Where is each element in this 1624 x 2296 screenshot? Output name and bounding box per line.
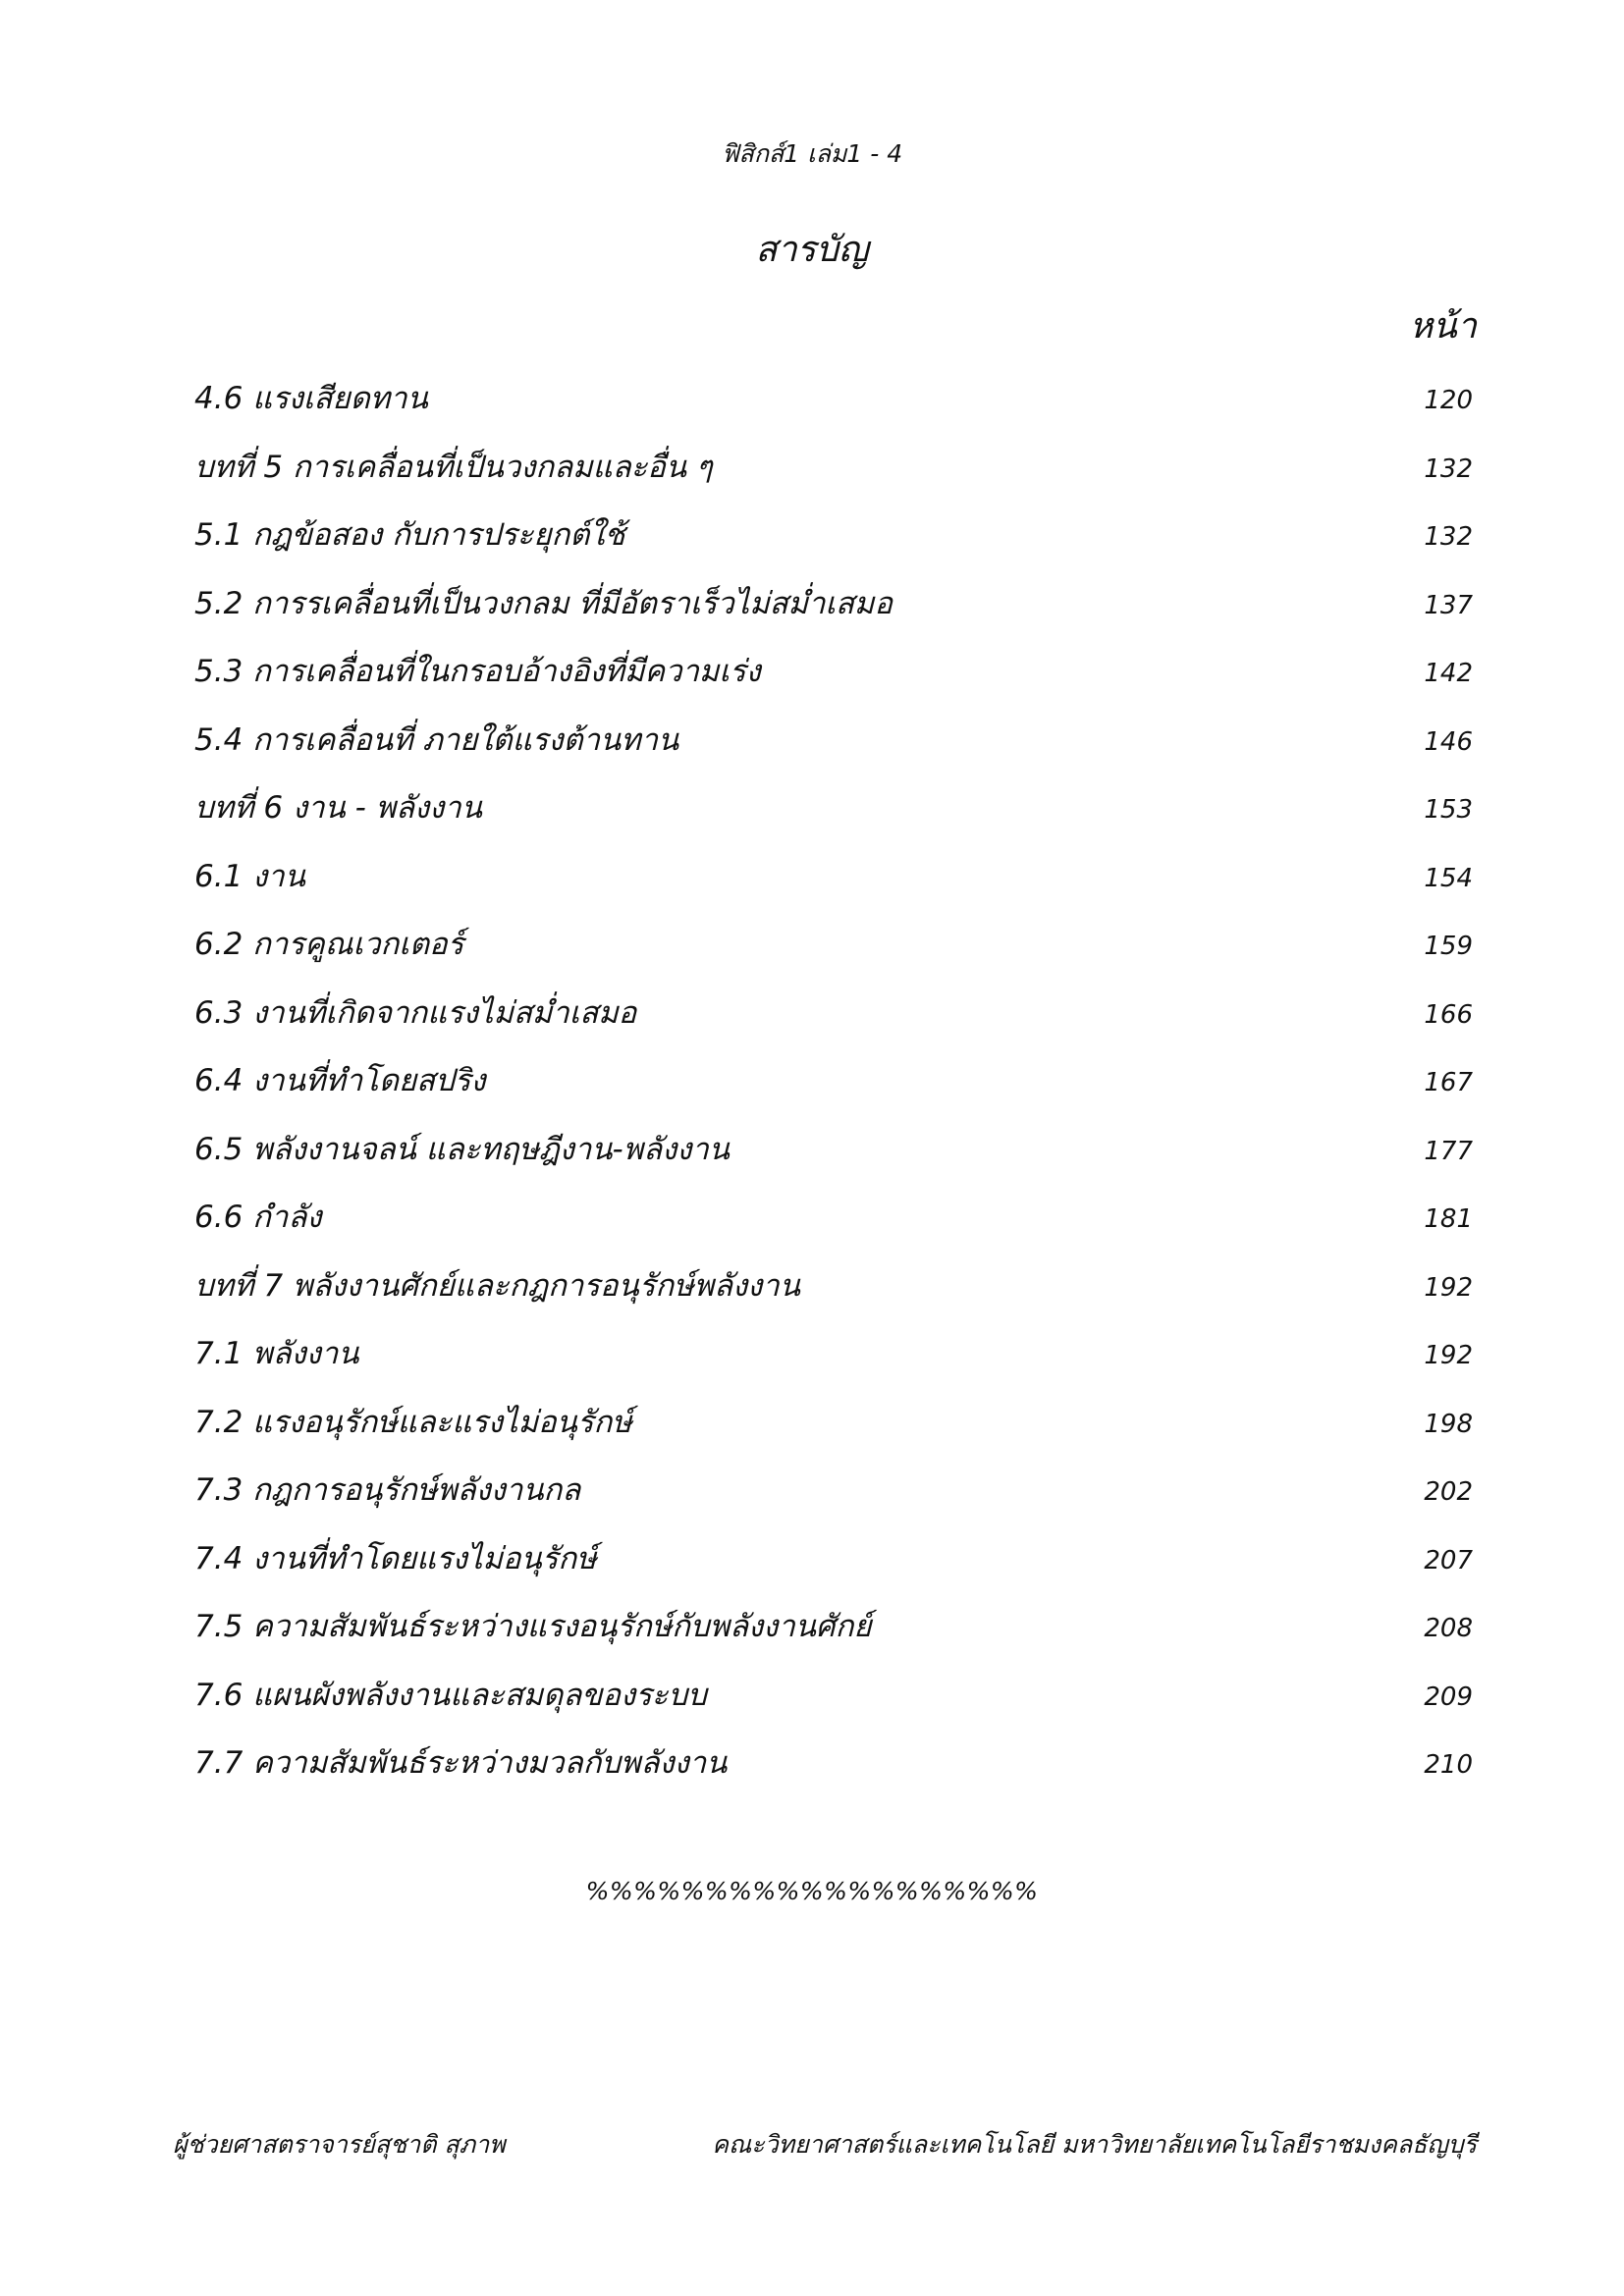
toc-entry <box>194 502 1473 570</box>
toc-entry <box>194 707 1473 775</box>
toc-entry <box>194 570 1473 639</box>
toc-entry-label: 6.2 การคูณเวกเตอร์ <box>194 927 464 962</box>
toc-entry-label: 7.4 งานที่ทำโดยแรงไม่อนุรักษ์ <box>194 1540 597 1576</box>
section-divider: %%%%%%%%%%%%%%%%%%% <box>585 1877 1039 1905</box>
toc-entry-page-number: 132 <box>1424 522 1473 552</box>
toc-entry-page-number: 159 <box>1424 932 1473 961</box>
toc-entry-page-number: 142 <box>1424 659 1473 688</box>
toc-entry-page-number: 192 <box>1424 1341 1473 1370</box>
toc-entry-label: 7.6 แผนผังพลังงานและสมดุลของระบบ <box>194 1677 707 1713</box>
toc-entry-page-number: 167 <box>1424 1068 1473 1097</box>
toc-entry-page-number: 146 <box>1424 726 1473 757</box>
toc-entry-page-number: 209 <box>1424 1682 1473 1712</box>
toc-entry-label: 5.4 การเคลื่อนที่ ภายใต้แรงต้านทาน <box>194 721 679 758</box>
toc-entry-page-number: 132 <box>1424 454 1473 484</box>
page-column-label: หน้า <box>1409 306 1477 347</box>
toc-entry-page-number: 153 <box>1424 795 1473 825</box>
toc-entry-page-number: 207 <box>1424 1545 1473 1575</box>
toc-entry <box>194 911 1473 980</box>
toc-entry <box>194 638 1473 707</box>
toc-entry-label: 7.5 ความสัมพันธ์ระหว่างแรงอนุรักษ์กับพลังงานศักย์ <box>194 1609 872 1644</box>
toc-entry-label: 6.3 งานที่เกิดจากแรงไม่สม่ำเสมอ <box>194 994 637 1031</box>
toc-entry-label: 6.6 กำลัง <box>194 1200 322 1235</box>
toc-entry-page-number: 210 <box>1424 1750 1473 1780</box>
toc-entry-label: 7.7 ความสัมพันธ์ระหว่างมวลกับพลังงาน <box>194 1745 728 1781</box>
toc-entry-label: 6.1 งาน <box>194 858 305 894</box>
toc-entry-page-number: 166 <box>1424 999 1473 1030</box>
toc-entry <box>194 1389 1473 1458</box>
toc-entry-label: 5.3 การเคลื่อนที่ในกรอบอ้างอิงที่มีความเร่ง <box>194 654 761 689</box>
toc-entry-label: บทที่ 6 งาน - พลังงาน <box>194 790 482 826</box>
toc-entry-label: 6.4 งานที่ทำโดยสปริง <box>194 1063 486 1098</box>
toc-entry <box>194 1047 1473 1116</box>
toc-entry-page-number: 192 <box>1424 1272 1473 1303</box>
toc-entry <box>194 1457 1473 1525</box>
toc-entry <box>194 774 1473 843</box>
toc-entry <box>194 1253 1473 1321</box>
toc-entry-label: 4.6 แรงเสียดทาน <box>194 381 428 416</box>
toc-entry-label: 7.3 กฎการอนุรักษ์พลังงานกล <box>194 1472 581 1508</box>
toc-entry-page-number: 137 <box>1424 590 1473 620</box>
toc-entry <box>194 365 1473 434</box>
toc-entry <box>194 1662 1473 1731</box>
table-of-contents <box>194 365 1473 1798</box>
toc-entry-page-number: 202 <box>1424 1477 1473 1507</box>
toc-entry <box>194 434 1473 503</box>
footer-institution: คณะวิทยาศาสตร์และเทคโนโลยี มหาวิทยาลัยเทคโนโลยีราชมงคลธัญบุรี <box>712 2130 1477 2159</box>
toc-entry-label: 5.2 การรเคลื่อนที่เป็นวงกลม ที่มีอัตราเร็วไม่สม่ำเสมอ <box>194 585 893 621</box>
toc-entry <box>194 843 1473 912</box>
toc-entry-page-number: 181 <box>1424 1204 1473 1234</box>
toc-entry <box>194 980 1473 1048</box>
toc-entry-page-number: 120 <box>1424 386 1473 415</box>
page-title: สารบัญ <box>755 230 869 270</box>
toc-entry-label: บทที่ 5 การเคลื่อนที่เป็นวงกลมและอื่น ๆ <box>194 449 713 485</box>
toc-entry <box>194 1116 1473 1185</box>
toc-entry <box>194 1525 1473 1594</box>
toc-entry <box>194 1320 1473 1389</box>
toc-entry-page-number: 154 <box>1424 863 1473 893</box>
running-head: ฟิสิกส์1 เล่ม1 - 4 <box>721 139 903 168</box>
toc-entry-page-number: 208 <box>1424 1614 1473 1643</box>
toc-entry-page-number: 177 <box>1424 1136 1473 1166</box>
toc-entry <box>194 1730 1473 1798</box>
toc-entry <box>194 1593 1473 1662</box>
toc-entry-label: 6.5 พลังงานจลน์ และทฤษฎีงาน-พลังงาน <box>194 1131 730 1167</box>
footer-author: ผู้ช่วยศาสตราจารย์สุชาติ สุภาพ <box>173 2130 506 2159</box>
toc-entry-page-number: 198 <box>1424 1409 1473 1439</box>
toc-entry-label: 7.1 พลังงาน <box>194 1336 359 1371</box>
toc-entry-label: บทที่ 7 พลังงานศักย์และกฎการอนุรักษ์พลังงาน <box>194 1267 800 1304</box>
toc-entry-label: 7.2 แรงอนุรักษ์และแรงไม่อนุรักษ์ <box>194 1404 632 1440</box>
toc-entry-label: 5.1 กฎข้อสอง กับการประยุกต์ใช้ <box>194 517 625 553</box>
toc-entry <box>194 1184 1473 1253</box>
